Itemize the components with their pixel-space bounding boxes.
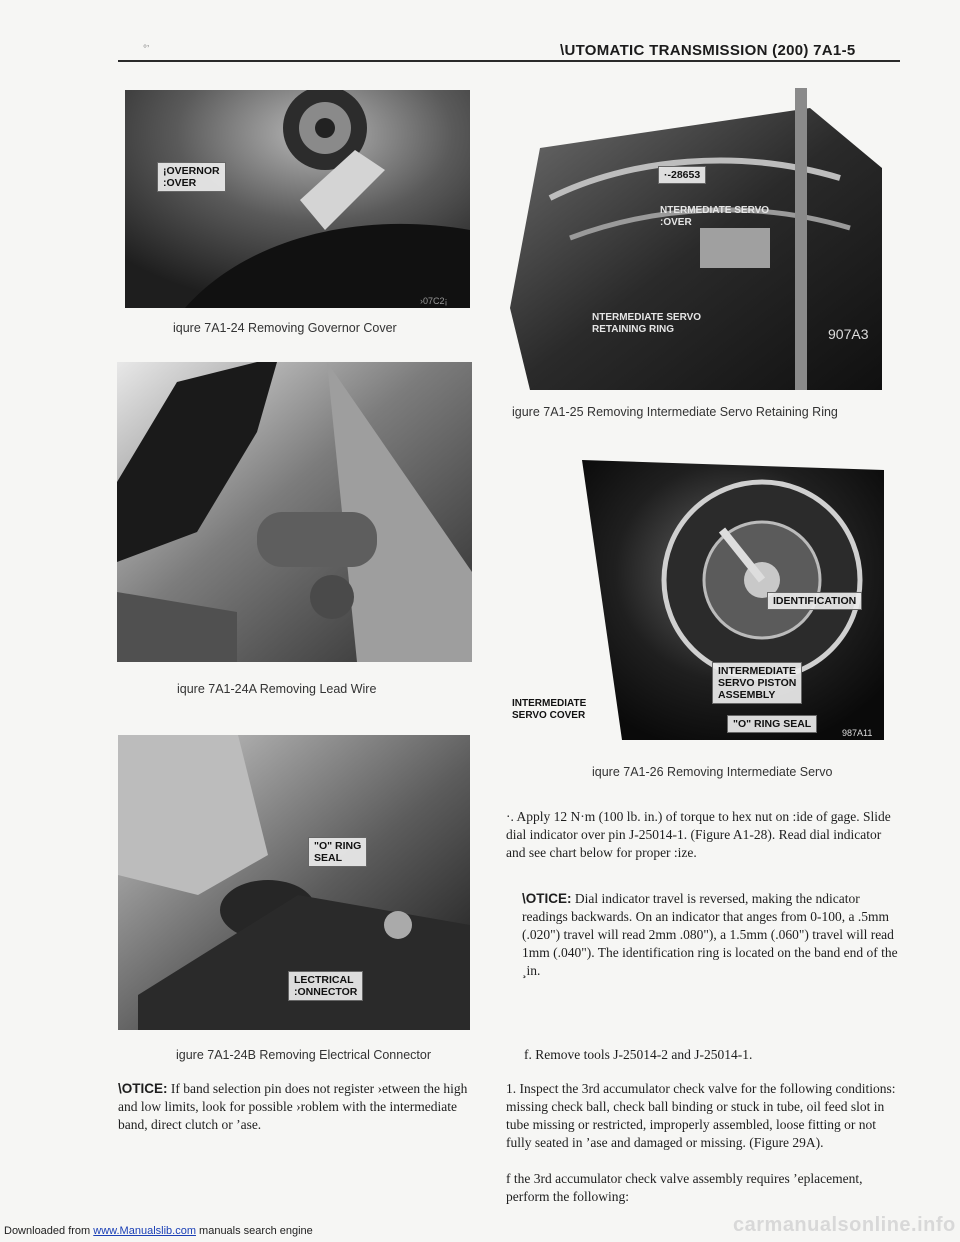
figure-label: ¡OVERNOR :OVER xyxy=(157,162,226,192)
figure-photo-intermediate-servo xyxy=(512,440,884,740)
figure-photo-servo-retaining-ring xyxy=(510,88,882,390)
stray-mark: °’ xyxy=(143,44,150,55)
footer-suffix: manuals search engine xyxy=(195,1225,313,1237)
inspect-check-valve-step: 1. Inspect the 3rd accumulator check valve for the following conditions: missing check ball, check ball binding or stuck in tube, oil feed slot in tube missing or restricted, improperly assembled, loose fitting or not fully seated in ’ase and damaged or missing. (Figure 29A). xyxy=(506,1081,896,1150)
figure-caption: iqure 7A1-24 Removing Governor Cover xyxy=(173,321,397,335)
apply-torque-step: ·. Apply 12 N·m (100 lb. in.) of torque to hex nut on :ide of gage. Slide dial indicator over pin J-25014-1. (Figure A1-28). Read dial indicator and see chart below for proper :ize. xyxy=(506,809,891,860)
figure-code: 987A11 xyxy=(842,728,873,738)
footer xyxy=(4,1225,313,1237)
footer-prefix: Downloaded from xyxy=(4,1225,94,1237)
figure-label: "O" RING SEAL xyxy=(727,715,817,733)
notice-label: \OTICE: xyxy=(522,891,572,906)
remove-tools-step: f. Remove tools J-25014-2 and J-25014-1. xyxy=(524,1047,753,1062)
figure-code: 907A3 xyxy=(828,326,869,342)
watermark: carmanualsonline.info xyxy=(733,1214,956,1236)
replacement-step: f the 3rd accumulator check valve assembly requires ’eplacement, perform the following: xyxy=(506,1171,863,1204)
notice-text: If band selection pin does not register ›etween the high and low limits, look for possible ›roblem with the intermediate band, direct clutch or ’ase. xyxy=(118,1081,468,1132)
figure-label: ·-28653 xyxy=(658,166,706,184)
figure-code: ›07C2¡ xyxy=(420,296,448,306)
figure-photo-lead-wire xyxy=(117,362,472,662)
left-notice xyxy=(118,1080,488,1134)
figure-caption: igure 7A1-24B Removing Electrical Connector xyxy=(176,1048,431,1062)
page-header: \UTOMATIC TRANSMISSION (200) 7A1-5 xyxy=(560,42,856,59)
figure-photo-governor-cover xyxy=(125,90,470,308)
figure-label: "O" RING SEAL xyxy=(308,837,367,867)
figure-label: INTERMEDIATE SERVO COVER xyxy=(512,698,587,721)
figure-caption: igure 7A1-25 Removing Intermediate Servo Retaining Ring xyxy=(512,405,838,419)
figure-label: IDENTIFICATION xyxy=(767,592,862,610)
figure-label: LECTRICAL :ONNECTOR xyxy=(288,971,363,1001)
notice-label: \OTICE: xyxy=(118,1081,168,1096)
figure-caption: iqure 7A1-26 Removing Intermediate Servo xyxy=(592,765,833,779)
figure-photo-electrical-connector xyxy=(118,735,470,1030)
figure-caption: iqure 7A1-24A Removing Lead Wire xyxy=(177,682,377,696)
dial-indicator-notice xyxy=(522,890,902,980)
manualslib-link[interactable]: www.Manualslib.com xyxy=(93,1225,196,1237)
header-rule xyxy=(118,60,900,62)
figure-label: NTERMEDIATE SERVO RETAINING RING xyxy=(592,312,702,335)
notice-text: Dial indicator travel is reversed, making the ndicator readings backwards. On an indicator that anges from 0-100, a .5mm (.020") travel will read 2mm .080"), a 1.5mm (.060") travel will read 1mm (.040"). The identification ring is located on the band end of the ¸in. xyxy=(522,891,898,978)
figure-label: NTERMEDIATE SERVO :OVER xyxy=(660,205,770,228)
figure-label: INTERMEDIATE SERVO PISTON ASSEMBLY xyxy=(712,662,802,704)
